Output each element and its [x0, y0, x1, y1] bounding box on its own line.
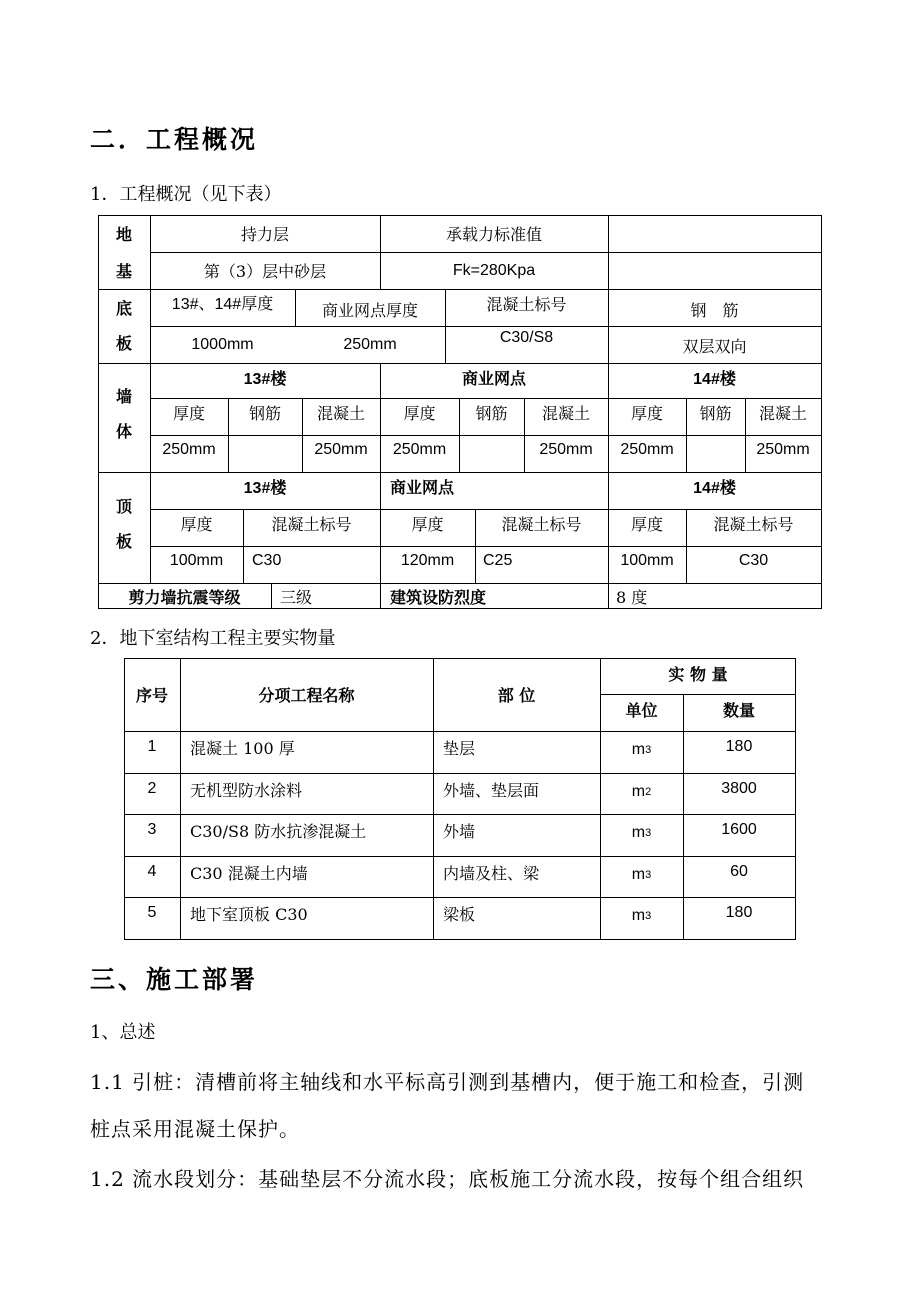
roof-14-thickness-header: 厚度 [630, 514, 663, 534]
paragraph-1-line-1: 1.1 引桩：清槽前将主轴线和水平标高引测到基槽内，便于施工和检查，引测 [90, 1070, 805, 1094]
row-amount: 180 [725, 904, 753, 921]
shop-thickness-value: 250mm [343, 336, 397, 353]
row-unit: m 3 [631, 824, 652, 841]
header-item-name: 分项工程名称 [258, 686, 355, 705]
bearing-capacity-value: Fk=280Kpa [452, 261, 536, 279]
bearing-capacity-header: 承载力标准值 [445, 225, 542, 244]
wall-building-14: 14#楼 [693, 370, 736, 388]
paragraph-1-line-2: 桩点采用混凝土保护。 [90, 1117, 300, 1141]
wall-13-concrete-header: 混凝土 [316, 403, 365, 423]
wall-shop-thickness-header: 厚度 [403, 403, 436, 423]
row-location: 垫层 [443, 738, 476, 758]
row-serial: 1 [147, 738, 157, 755]
row-unit: m 2 [631, 783, 652, 800]
shear-wall-seismic-value: 三级 [280, 587, 313, 607]
section-2-title: 二．工程概况 [90, 125, 259, 154]
subsection-overview-title: 1、总述 [90, 1022, 156, 1043]
row-amount: 180 [725, 738, 753, 755]
row-item-name: C30/S8 防水抗渗混凝土 [190, 821, 367, 841]
header-serial: 序号 [135, 686, 168, 705]
rebar-header: 钢 筋 [690, 300, 739, 320]
bottom-slab-label-2: 板 [115, 333, 132, 353]
roof-13-grade-header: 混凝土标号 [271, 514, 352, 534]
header-quantity: 实 物 量 [668, 664, 728, 684]
row-amount: 60 [730, 863, 748, 880]
wall-shop-rebar-header: 钢筋 [475, 403, 508, 423]
section-3-title: 三、施工部署 [90, 965, 259, 994]
wall-14-concrete: 250mm [756, 441, 810, 458]
roof-shop-grade: C25 [483, 552, 513, 569]
bottom-thickness-value: 1000mm [191, 336, 254, 353]
wall-building-13: 13#楼 [243, 370, 287, 388]
wall-13-rebar-header: 钢筋 [248, 403, 281, 423]
row-serial: 2 [147, 780, 157, 797]
wall-shop: 商业网点 [461, 368, 526, 388]
foundation-label-2: 基 [115, 261, 132, 281]
fortification-value: 8 度 [616, 587, 648, 607]
shear-wall-seismic-label: 剪力墙抗震等级 [128, 587, 241, 607]
fortification-label: 建筑设防烈度 [390, 587, 487, 607]
row-amount: 3800 [721, 780, 757, 797]
wall-shop-concrete: 250mm [539, 441, 593, 458]
rebar-value: 双层双向 [682, 336, 747, 356]
roof-shop: 商业网点 [390, 477, 455, 497]
row-item-name: 地下室顶板 C30 [190, 904, 308, 924]
wall-14-rebar-header: 钢筋 [699, 403, 732, 423]
bearing-layer-header: 持力层 [240, 225, 289, 244]
row-serial: 5 [147, 904, 157, 921]
row-serial: 3 [147, 821, 157, 838]
roof-14-grade: C30 [738, 552, 769, 569]
shop-thickness-header: 商业网点厚度 [321, 300, 418, 320]
roof-13-thickness-header: 厚度 [180, 514, 213, 534]
paragraph-2-line-1: 1.2 流水段划分：基础垫层不分流水段；底板施工分流水段，按每个组合组织 [90, 1167, 805, 1191]
wall-shop-concrete-header: 混凝土 [541, 403, 590, 423]
row-item-name: 无机型防水涂料 [190, 780, 303, 800]
roof-label-2: 板 [115, 531, 132, 551]
wall-14-thickness-header: 厚度 [630, 403, 663, 423]
row-location: 外墙 [443, 821, 476, 841]
roof-label-1: 顶 [115, 496, 132, 516]
bottom-slab-label-1: 底 [115, 298, 132, 318]
roof-building-13: 13#楼 [243, 479, 287, 497]
row-amount: 1600 [721, 821, 757, 838]
bearing-layer-value: 第（3）层中砂层 [203, 262, 327, 281]
wall-label-1: 墙 [115, 386, 132, 406]
roof-14-grade-header: 混凝土标号 [713, 514, 794, 534]
wall-13-thickness-header: 厚度 [172, 403, 205, 423]
wall-13-thickness: 250mm [162, 441, 216, 458]
roof-shop-thickness-header: 厚度 [411, 514, 444, 534]
wall-shop-thickness: 250mm [392, 441, 447, 458]
wall-13-concrete: 250mm [314, 441, 368, 458]
roof-13-thickness: 100mm [169, 552, 224, 569]
row-unit: m 3 [631, 741, 652, 758]
roof-13-grade: C30 [252, 552, 282, 569]
roof-shop-grade-header: 混凝土标号 [501, 514, 582, 534]
row-item-name: C30 混凝土内墙 [190, 863, 308, 883]
row-location: 外墙、垫层面 [443, 780, 540, 800]
roof-shop-thickness: 120mm [400, 552, 455, 569]
concrete-grade-value: C30/S8 [499, 329, 554, 346]
row-location: 内墙及柱、梁 [443, 863, 540, 883]
header-location: 部 位 [497, 686, 536, 705]
row-item-name: 混凝土 100 厚 [190, 738, 295, 758]
subsection-2-title: 2．地下室结构工程主要实物量 [90, 628, 336, 649]
row-serial: 4 [147, 863, 157, 880]
header-unit: 单位 [625, 700, 658, 720]
row-unit: m 3 [631, 866, 652, 883]
row-location: 梁板 [443, 904, 476, 924]
row-unit: m 3 [631, 907, 652, 924]
subsection-1-title: 1．工程概况（见下表） [90, 184, 282, 205]
wall-14-concrete-header: 混凝土 [758, 403, 807, 423]
roof-building-14: 14#楼 [693, 479, 736, 497]
roof-14-thickness: 100mm [620, 552, 674, 569]
header-amount: 数量 [722, 700, 755, 720]
concrete-grade-header: 混凝土标号 [486, 294, 567, 314]
wall-label-2: 体 [115, 421, 132, 441]
wall-14-thickness: 250mm [620, 441, 674, 458]
bottom-thickness-header: 13#、14#厚度 [171, 295, 274, 313]
foundation-label-1: 地 [115, 224, 132, 244]
